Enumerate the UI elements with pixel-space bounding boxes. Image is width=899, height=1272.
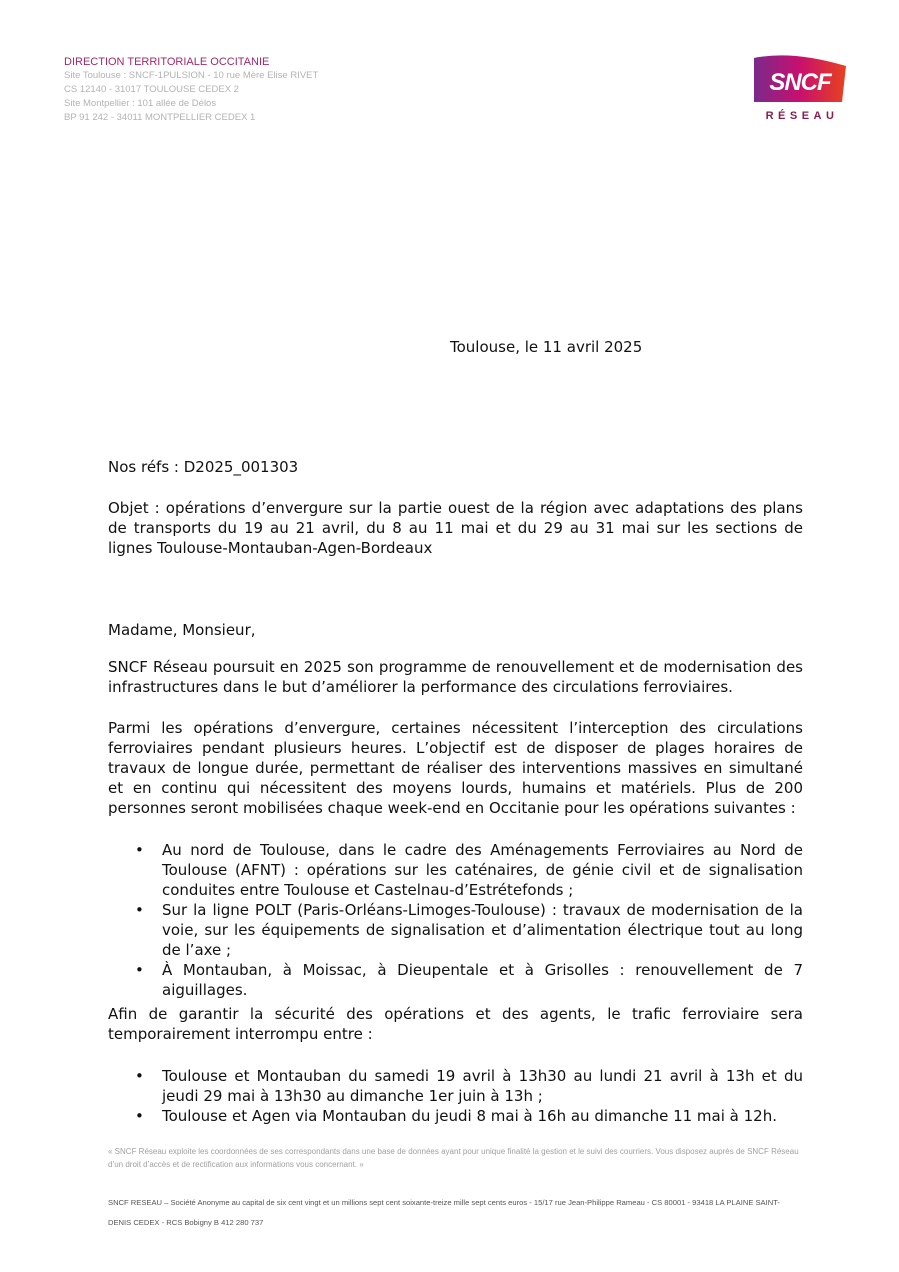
list-item: • Sur la ligne POLT (Paris-Orléans-Limoges-Toulouse) : travaux de modernisation de la voie, sur les équipements de signalisation et d’alimentation électrique tout au long de l’axe ; [162, 900, 803, 960]
address-line: CS 12140 - 31017 TOULOUSE CEDEX 2 [64, 84, 239, 95]
operations-list [108, 840, 803, 1000]
svg-text:SNCF: SNCF [769, 69, 831, 96]
list-item: • À Montauban, à Moissac, à Dieupentale et à Grisolles : renouvellement de 7 aiguillages. [162, 960, 803, 1000]
interruptions-list [108, 1066, 803, 1126]
legal-footer: SNCF RESEAU – Société Anonyme au capital de six cent vingt et un millions sept cent soixante-treize mille sept cents euros - 15/17 rue Jean-Philippe Rameau - CS 80001 - 93418 LA PLAINE SAINT-DENIS CEDEX - RCS Bobigny B 412 280 737 [108, 1198, 780, 1227]
salutation: Madame, Monsieur, [108, 621, 256, 639]
paragraph-3: Afin de garantir la sécurité des opérations et des agents, le trafic ferroviaire sera temporairement interrompu entre : [108, 1005, 803, 1043]
sncf-reseau-logo [752, 52, 852, 122]
letter-date: Toulouse, le 11 avril 2025 [450, 338, 643, 356]
direction-title: DIRECTION TERRITORIALE OCCITANIE [64, 56, 270, 68]
subject: Objet : opérations d’envergure sur la partie ouest de la région avec adaptations des plans de transports du 19 au 21 avril, du 8 au 11 mai et du 29 au 31 mai sur les sections de lignes Toulouse-Montauban-Agen-Bordeaux [108, 499, 803, 557]
address-line: Site Montpellier : 101 allée de Délos [64, 98, 217, 109]
logo-subtitle: RÉSEAU [765, 110, 839, 122]
sender-header [64, 55, 318, 125]
refs: Nos réfs : D2025_001303 [108, 458, 299, 476]
address-line: Site Toulouse : SNCF-1PULSION - 10 rue Mère Elise RIVET [64, 70, 319, 81]
paragraph-2: Parmi les opérations d’envergure, certaines nécessitent l’interception des circulations ferroviaires pendant plusieurs heures. L’objectif est de disposer de plages horaires de travaux de longue durée, permettant de réaliser des interventions massives en simultané et en continu qui nécessitent des moyens lourds, humains et matériels. Plus de 200 personnes seront mobilisées chaque week-end en Occitanie pour les opérations suivantes : [108, 719, 803, 817]
references [108, 457, 803, 477]
paragraph-1: SNCF Réseau poursuit en 2025 son programme de renouvellement et de modernisation des infrastructures dans le but d’améliorer la performance des circulations ferroviaires. [108, 658, 803, 696]
sncf-logo-icon [752, 52, 848, 102]
address-line: BP 91 242 - 34011 MONTPELLIER CEDEX 1 [64, 112, 256, 123]
privacy-note: « SNCF Réseau exploite les coordonnées de ses correspondants dans une base de données ayant pour unique finalité la gestion et le suivi des courriers. Vous disposez auprès de SNCF Réseau d’un droit d’accès et de rectification aux informations vous concernant. » [108, 1147, 799, 1169]
list-item: • Toulouse et Agen via Montauban du jeudi 8 mai à 16h au dimanche 11 mai à 12h. [162, 1106, 803, 1126]
list-item: • Au nord de Toulouse, dans le cadre des Aménagements Ferroviaires au Nord de Toulouse (AFNT) : opérations sur les caténaires, de génie civil et de signalisation conduites entre Toulouse et Castelnau-d’Estrétefonds ; [162, 840, 803, 900]
list-item: • Toulouse et Montauban du samedi 19 avril à 13h30 au lundi 21 avril à 13h et du jeudi 29 mai à 13h30 au dimanche 1er juin à 13h ; [162, 1066, 803, 1106]
